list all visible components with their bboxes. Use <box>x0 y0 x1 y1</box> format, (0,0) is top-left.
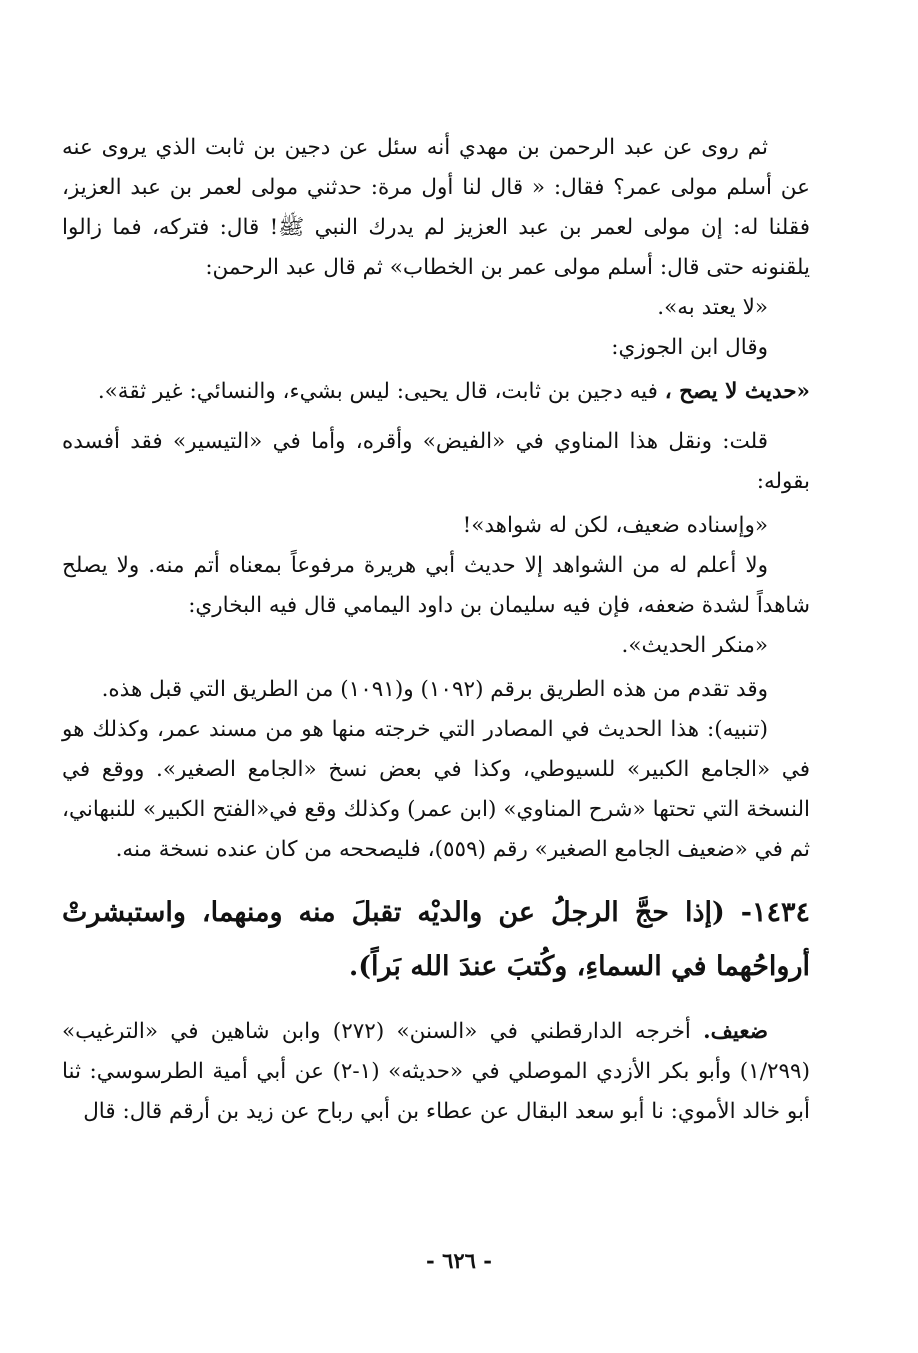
page-body <box>62 128 810 1132</box>
paragraph-cross-reference: وقد تقدم من هذه الطريق برقم (١٠٩٢) و(١٠٩١) من الطريق التي قبل هذه. <box>101 677 768 702</box>
hadith-heading <box>62 886 810 994</box>
quote-munkar: «منكر الحديث». <box>621 633 768 658</box>
page-number: - ٦٢٦ - <box>426 1248 492 1273</box>
quote-ibn-al-jawzi-bold: «حديث لا يصح ، <box>664 379 810 404</box>
paragraph-author-comment: قلت: ونقل هذا المناوي في «الفيض» وأقره، وأما في «التيسير» فقد أفسده بقوله: <box>62 429 810 494</box>
paragraph-narration: ثم روى عن عبد الرحمن بن مهدي أنه سئل عن دجين بن ثابت الذي يروى عنه عن أسلم مولى عمر؟ فقال: « قال لنا أول مرة: حدثني مولى لعمر بن عبد العزيز، فقلنا له: إن مولى لعمر بن عبد العزيز لم يدرك النبي ﷺ! قال: فتركه، فما زالوا يلقنونه حتى قال: أسلم مولى عمر بن الخطاب» ثم قال عبد الرحمن: <box>62 135 810 280</box>
quote-ibn-al-jawzi-rest: فيه دجين بن ثابت، قال يحيى: ليس بشيء، والنسائي: غير ثقة». <box>97 379 665 404</box>
paragraph-takhrij <box>62 1012 810 1132</box>
paragraph-ibn-al-jawzi: وقال ابن الجوزي: <box>611 335 768 360</box>
paragraph-witnesses: ولا أعلم له من الشواهد إلا حديث أبي هريرة مرفوعاً بمعناه أتم منه. ولا يصلح شاهداً لشدة ضعفه، فإن فيه سليمان بن داود اليمامي قال فيه البخاري: <box>62 553 810 618</box>
quote-isnad-weak: «وإسناده ضعيف، لكن له شواهد»! <box>462 513 768 538</box>
hadith-number: ١٤٣٤- <box>740 897 810 928</box>
hadith-text: (إذا حجَّ الرجلُ عن والديْه تقبلَ منه ومنهما، واستبشرتْ أرواحُهما في السماءِ، وكُتبَ عندَ الله بَراً). <box>62 897 810 982</box>
takhrij-text: أخرجه الدارقطني في «السنن» (٢٧٢) وابن شاهين في «الترغيب» (١/٢٩٩) وأبو بكر الأزدي الموصلي في «حديثه» (١-٢) عن أبي أمية الطرسوسي: ثنا أبو خالد الأموي: نا أبو سعد البقال عن عطاء بن أبي رباح عن زيد بن أرقم قال: قال <box>62 1019 810 1124</box>
quote-not-counted: «لا يعتد به». <box>657 295 768 320</box>
paragraph-note: (تنبيه): هذا الحديث في المصادر التي خرجته منها هو من مسند عمر، وكذلك هو في «الجامع الكبير» للسيوطي، وكذا في بعض نسخ «الجامع الصغير». ووقع في النسخة التي تحتها «شرح المناوي» (ابن عمر) وكذلك وقع في«الفتح الكبير» للنبهاني، ثم في «ضعيف الجامع الصغير» رقم (٥٥٩)، فليصححه من كان عنده نسخة منه. <box>62 717 810 862</box>
quote-ibn-al-jawzi <box>62 372 810 412</box>
takhrij-grade: ضعيف. <box>703 1019 768 1044</box>
